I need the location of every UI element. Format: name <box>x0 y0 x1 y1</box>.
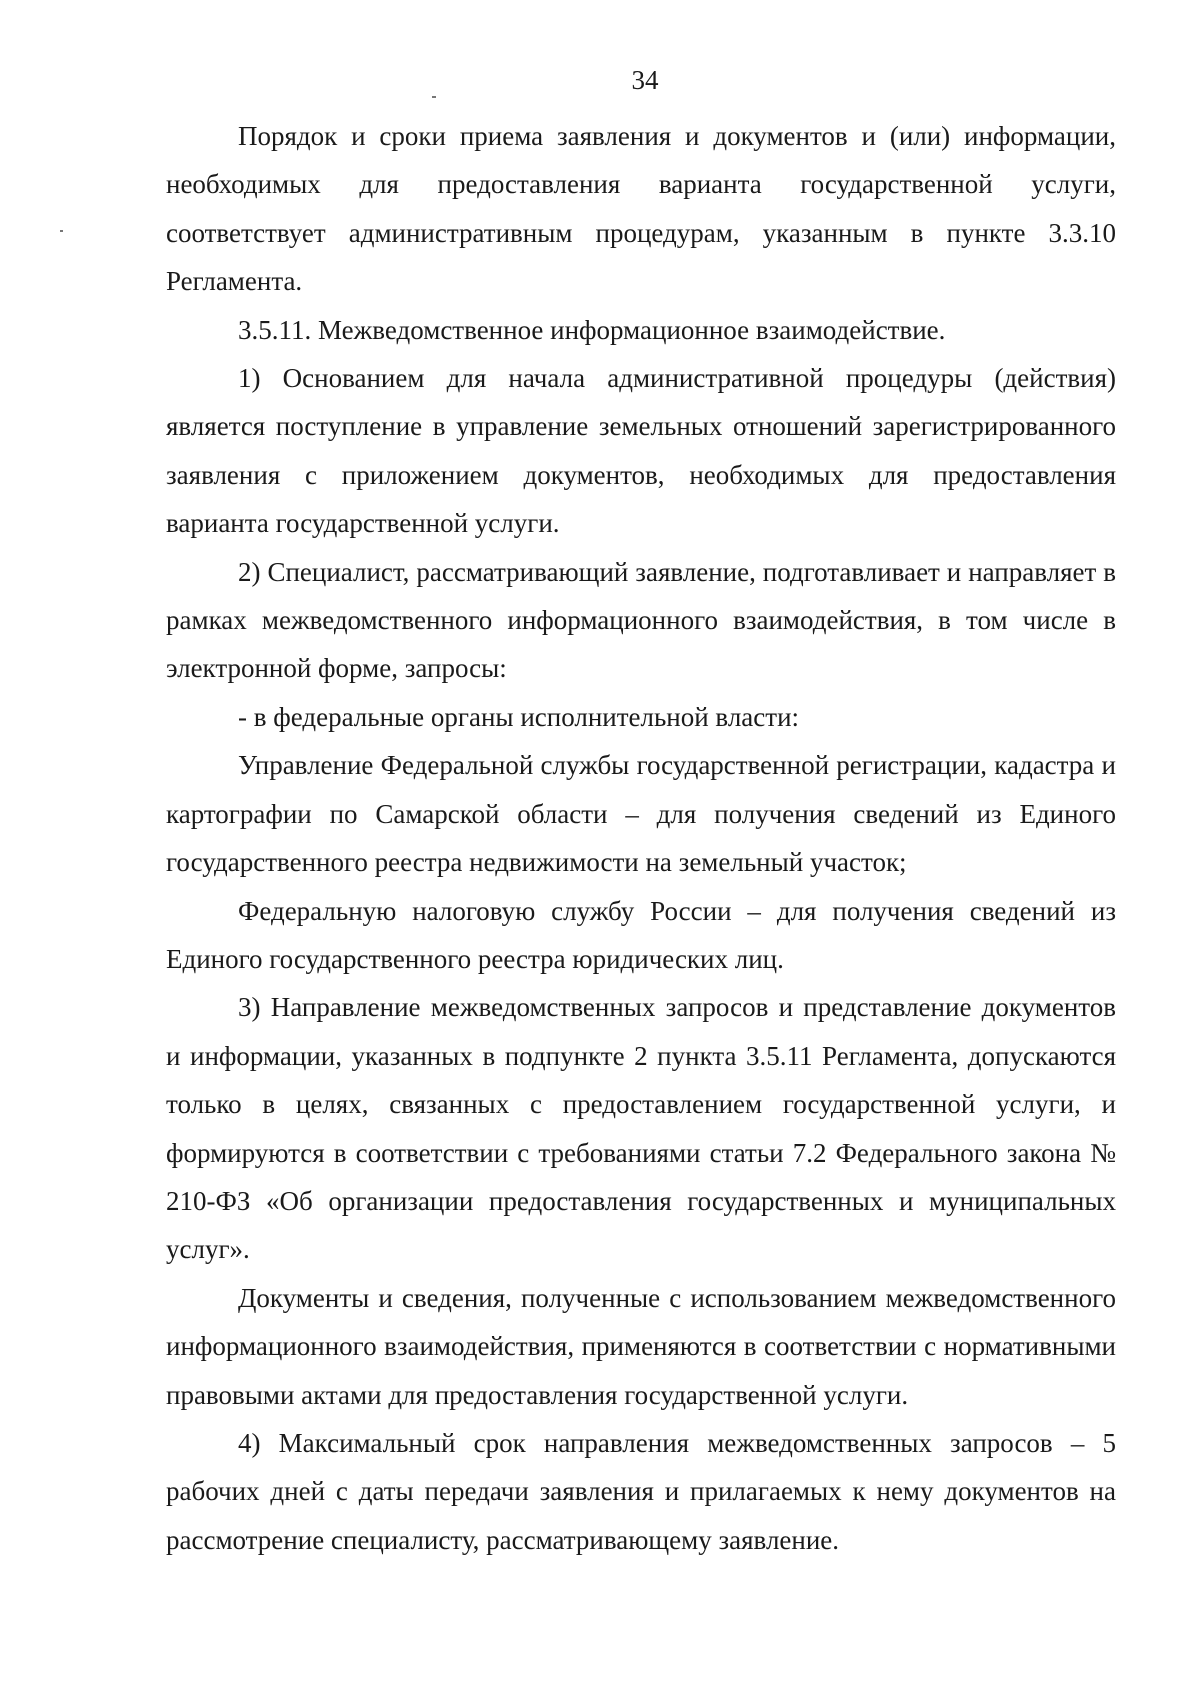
paragraph-federal-bodies: - в федеральные органы исполнительной власти: <box>238 701 800 732</box>
paragraph-item-1: 1) Основанием для начала административной процедуры (действия) является поступление в управление земельных отношений зарегистрированного заявления с приложением документов, необходимых для предоставления варианта государственной услуги. <box>166 363 1116 539</box>
page-number: 34 <box>631 65 659 95</box>
scan-speck <box>432 96 436 98</box>
paragraph-item-2: 2) Специалист, рассматривающий заявление, подготавливает и направляет в рамках межведомственного информационного взаимодействия, в том числе в электронной форме, запросы: <box>166 556 1116 684</box>
paragraph-reception-order: Порядок и сроки приема заявления и документов и (или) информации, необходимых для предоставления варианта государственной услуги, соответствует административным процедурам, указанным в пункте 3.3.10 Регламента. <box>166 121 1116 297</box>
document-body <box>166 112 1116 1564</box>
paragraph-rosreestr: Управление Федеральной службы государственной регистрации, кадастра и картографии по Самарской области – для получения сведений из Единого государственного реестра недвижимости на земельный участок; <box>166 750 1116 878</box>
paragraph-item-4: 4) Максимальный срок направления межведомственных запросов – 5 рабочих дней с даты передачи заявления и прилагаемых к нему документов на рассмотрение специалисту, рассматривающему заявление. <box>166 1427 1116 1555</box>
scan-speck <box>60 230 63 232</box>
paragraph-item-3: 3) Направление межведомственных запросов и представление документов и информации, указанных в подпункте 2 пункта 3.5.11 Регламента, допускаются только в целях, связанных с предоставлением государственной услуги, и формируются в соответствии с требованиями статьи 7.2 Федерального закона № 210-ФЗ «Об организации предоставления государственных и муниципальных услуг». <box>166 992 1116 1265</box>
section-heading-3-5-11: 3.5.11. Межведомственное информационное взаимодействие. <box>238 314 946 345</box>
paragraph-documents-usage: Документы и сведения, полученные с использованием межведомственного информационного взаимодействия, применяются в соответствии с нормативными правовыми актами для предоставления государственной услуги. <box>166 1282 1116 1410</box>
paragraph-tax-service: Федеральную налоговую службу России – для получения сведений из Единого государственного реестра юридических лиц. <box>166 895 1116 974</box>
